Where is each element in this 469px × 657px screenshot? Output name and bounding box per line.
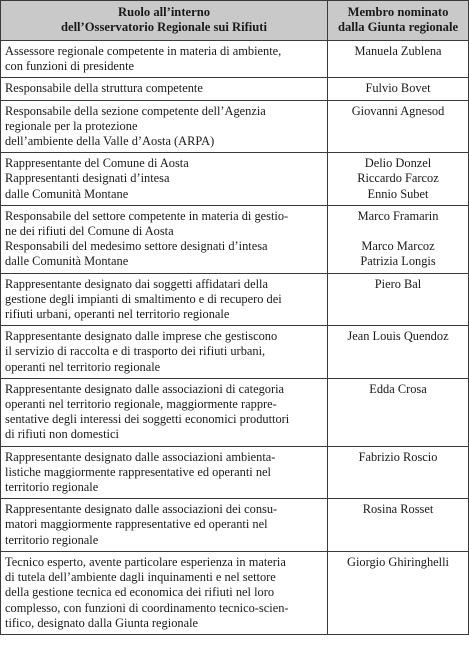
member-name: Riccardo Farcoz [357, 171, 439, 186]
role-cell [1, 326, 328, 379]
member-name: Patrizia Longis [360, 254, 436, 269]
member-cell [328, 41, 469, 78]
role-text-line: dalle Comunità Montane [5, 254, 129, 269]
member-cell [328, 378, 469, 446]
table-row [1, 378, 469, 446]
role-text-line: tifico, designato dalla Giunta regionale [5, 615, 199, 630]
role-text-line: Assessore regionale competente in materia di ambiente, [5, 44, 282, 58]
role-header-line: dell’Osservatorio Regionale sui Rifiuti [60, 20, 268, 34]
table-body [1, 41, 469, 635]
role-text-line: complesso, con funzioni di coordinamento tecnico-scien- [5, 600, 289, 615]
member-cell [328, 326, 469, 379]
member-name: Giovanni Agnesod [351, 103, 445, 118]
table-row [1, 100, 469, 153]
role-cell [1, 153, 328, 206]
table-row [1, 41, 469, 78]
role-text-line: Rappresentanti designati d’intesa [5, 171, 170, 186]
role-text-line: listiche maggiormente rappresentative ed operanti nel [5, 464, 271, 479]
role-text-line: Rappresentante designato dalle associazioni dei consu- [5, 502, 278, 517]
member-column-header [328, 1, 469, 41]
role-text-line: territorio regionale [5, 480, 99, 495]
member-name: Jean Louis Quendoz [347, 329, 449, 344]
role-text-line: Rappresentante designato dai soggetti affidatari della [5, 276, 268, 291]
role-text-line: sentative degli interessi dei soggetti economici produttori [5, 412, 290, 427]
role-text-line: con funzioni di presidente [5, 59, 135, 74]
table-row [1, 205, 469, 273]
role-text-line: operanti nel territorio regionale, maggiormente rappre- [5, 397, 277, 412]
role-cell [1, 41, 328, 78]
role-column-header [1, 1, 328, 41]
member-cell [328, 499, 469, 552]
member-spacer [332, 224, 464, 239]
role-cell [1, 499, 328, 552]
member-cell [328, 446, 469, 499]
member-header-line: dalla Giunta regionale [337, 20, 459, 34]
role-text-line: Responsabile del settore competente in materia di gestio- [5, 208, 289, 223]
member-header-line: Membro nominato [347, 5, 449, 19]
role-text-line: Rappresentante designato dalle associazioni ambienta- [5, 449, 276, 464]
role-text-line: di tutela dell’ambiente dagli inquinamenti e nel settore [5, 570, 276, 585]
member-cell [328, 78, 469, 100]
role-cell [1, 273, 328, 326]
role-text-line: territorio regionale [5, 532, 99, 547]
role-text-line: dell’ambiente della Valle d’Aosta (ARPA) [5, 134, 215, 149]
member-name: Ennio Subet [367, 186, 429, 201]
table-row [1, 499, 469, 552]
member-name: Piero Bal [374, 276, 422, 291]
role-text-line: Rappresentante del Comune di Aosta [5, 156, 189, 171]
table-header-row [1, 1, 469, 41]
member-name: Marco Marcoz [361, 239, 435, 254]
member-name: Marco Framarin [357, 208, 439, 223]
member-name: Giorgio Ghiringhelli [347, 554, 449, 569]
role-text-line: il servizio di raccolta e di trasporto dei rifiuti urbani, [5, 344, 266, 359]
table-row [1, 551, 469, 634]
member-name: Rosina Rosset [362, 502, 434, 517]
role-text-line: regionale per la protezione [5, 118, 138, 133]
table-row [1, 273, 469, 326]
member-name: Edda Crosa [369, 381, 427, 396]
role-cell [1, 378, 328, 446]
role-text-line: operanti nel territorio regionale [5, 359, 161, 374]
role-cell [1, 205, 328, 273]
member-cell [328, 551, 469, 634]
role-header-line: Ruolo all’interno [117, 5, 210, 19]
role-text-line: di rifiuti non domestici [5, 427, 119, 442]
role-text-line: rifiuti urbani, operanti nel territorio regionale [5, 307, 230, 322]
role-text-line: Rappresentante designato dalle imprese che gestiscono [5, 329, 278, 344]
member-name: Fulvio Bovet [365, 81, 431, 96]
role-text-line: della gestione tecnica ed economica dei rifiuti nel loro [5, 585, 275, 600]
role-text-line: Responsabili del medesimo settore designati d’intesa [5, 239, 268, 254]
role-text-line: ne dei rifiuti del Comune di Aosta [5, 224, 174, 239]
table-row [1, 326, 469, 379]
role-text-line: matori maggiormente rappresentative ed operanti nel [5, 517, 268, 532]
member-name: Manuela Zublena [354, 44, 442, 58]
member-cell [328, 153, 469, 206]
role-cell [1, 446, 328, 499]
role-cell [1, 100, 328, 153]
role-text-line: dalle Comunità Montane [5, 186, 129, 201]
role-cell [1, 78, 328, 100]
member-cell [328, 273, 469, 326]
role-text-line: gestione degli impianti di smaltimento e di recupero dei [5, 291, 282, 306]
member-name: Delio Donzel [364, 156, 432, 171]
table-row [1, 78, 469, 100]
role-text-line: Rappresentante designato dalle associazioni di categoria [5, 381, 285, 396]
role-cell [1, 551, 328, 634]
role-text-line: Responsabile della struttura competente [5, 81, 203, 96]
member-cell [328, 205, 469, 273]
member-cell [328, 100, 469, 153]
table-row [1, 153, 469, 206]
table-row [1, 446, 469, 499]
role-text-line: Responsabile della sezione competente dell’Agenzia [5, 103, 266, 118]
member-name: Fabrizio Roscio [358, 449, 438, 464]
role-text-line: Tecnico esperto, avente particolare esperienza in materia [5, 554, 286, 569]
